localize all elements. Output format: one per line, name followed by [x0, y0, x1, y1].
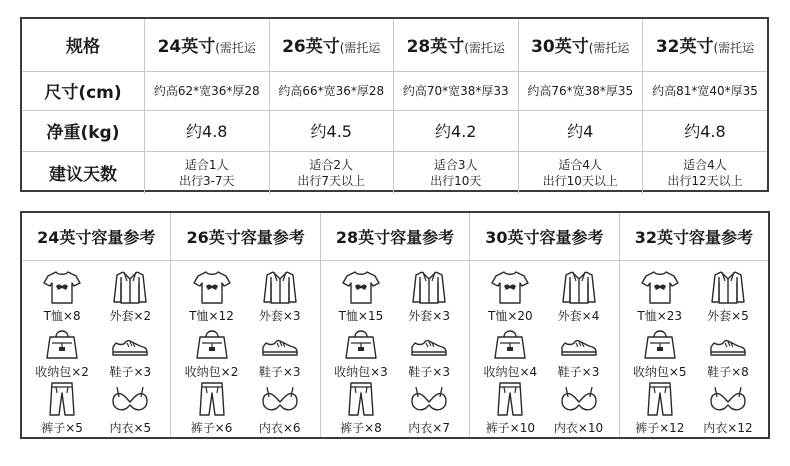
- bag-icon: [640, 325, 680, 361]
- item-count: 鞋子×3: [258, 365, 301, 379]
- weight-cell: 约4.5: [269, 110, 394, 151]
- item-pants: [476, 381, 544, 437]
- item-jacket: [694, 269, 762, 325]
- duration-text: 出行12天以上: [667, 173, 743, 188]
- item-shoes: [694, 325, 762, 381]
- spec-col-header: [518, 19, 643, 71]
- checkin-note: (需托运: [339, 41, 381, 56]
- dimensions-cell: 约高66*宽36*厚28: [269, 71, 394, 110]
- checkin-note: (需托运: [464, 41, 505, 56]
- item-count: 鞋子×3: [109, 365, 152, 379]
- days-cell: [394, 151, 519, 194]
- item-shoes: [544, 325, 612, 381]
- days-cell: [518, 151, 643, 194]
- item-tshirt: [626, 269, 694, 325]
- bag-icon: [490, 325, 530, 361]
- shoes-icon: [409, 325, 449, 361]
- item-shoes: [395, 325, 463, 381]
- jacket-icon: [708, 269, 748, 305]
- item-jacket: [96, 269, 164, 325]
- item-count: 裤子×6: [190, 421, 233, 435]
- item-count: T恤×23: [637, 309, 683, 323]
- item-count: 收纳包×4: [483, 365, 538, 379]
- weight-cell: 约4.8: [145, 110, 270, 151]
- item-count: 收纳包×3: [334, 365, 388, 379]
- pants-icon: [490, 381, 530, 417]
- item-shoes: [96, 325, 164, 381]
- item-pants: [626, 381, 694, 437]
- item-jacket: [246, 269, 314, 325]
- checkin-note: (需托运: [215, 41, 256, 56]
- size-name: 24英寸: [157, 37, 216, 58]
- item-bag: [177, 325, 245, 381]
- item-count: 外套×4: [557, 309, 600, 323]
- item-count: 裤子×8: [340, 421, 382, 435]
- tshirt-icon: [42, 269, 82, 305]
- item-pants: [28, 381, 96, 437]
- size-name: 32英寸: [655, 37, 714, 58]
- pants-icon: [42, 381, 82, 417]
- item-count: 内衣×7: [408, 421, 450, 435]
- item-bag: [476, 325, 544, 381]
- spec-table: [20, 17, 769, 192]
- item-count: T恤×20: [487, 309, 533, 323]
- tshirt-icon: [341, 269, 381, 305]
- capacity-items: [620, 261, 768, 437]
- persons-text: 适合2人: [309, 157, 354, 172]
- item-tshirt: [28, 269, 96, 325]
- item-jacket: [395, 269, 463, 325]
- item-count: 收纳包×5: [632, 365, 687, 379]
- tshirt-icon: [192, 269, 232, 305]
- jacket-icon: [110, 269, 150, 305]
- underwear-icon: [708, 381, 748, 417]
- spec-col-header: [269, 19, 394, 71]
- underwear-icon: [260, 381, 300, 417]
- spec-header-row: [22, 19, 767, 71]
- capacity-title: 28英寸容量参考: [321, 213, 469, 261]
- weight-cell: 约4.2: [394, 110, 519, 151]
- jacket-icon: [559, 269, 599, 305]
- underwear-icon: [409, 381, 449, 417]
- item-tshirt: [177, 269, 245, 325]
- spec-col-header: [145, 19, 270, 71]
- row-label-size: 尺寸(cm): [22, 71, 145, 110]
- persons-text: 适合4人: [558, 157, 603, 172]
- tshirt-icon: [490, 269, 530, 305]
- underwear-icon: [110, 381, 150, 417]
- weight-cell: 约4.8: [643, 110, 768, 151]
- item-pants: [327, 381, 395, 437]
- capacity-title: 26英寸容量参考: [171, 213, 319, 261]
- spec-col-header: [643, 19, 768, 71]
- size-name: 30英寸: [531, 37, 589, 58]
- shoes-icon: [110, 325, 150, 361]
- size-name: 28英寸: [406, 37, 465, 58]
- duration-text: 出行10天: [430, 173, 482, 188]
- capacity-items: [22, 261, 170, 437]
- pants-icon: [640, 381, 680, 417]
- item-shoes: [246, 325, 314, 381]
- spec-col-header: [394, 19, 519, 71]
- persons-text: 适合4人: [683, 157, 727, 172]
- row-label-spec: 规格: [22, 19, 145, 71]
- item-underwear: [544, 381, 612, 437]
- days-cell: [269, 151, 394, 194]
- days-cell: [643, 151, 768, 194]
- capacity-title: 30英寸容量参考: [470, 213, 618, 261]
- row-label-weight: 净重(kg): [22, 110, 145, 151]
- item-count: 内衣×10: [553, 421, 604, 435]
- item-count: 内衣×5: [109, 421, 152, 435]
- persons-text: 适合1人: [184, 157, 229, 172]
- item-count: 外套×3: [408, 309, 450, 323]
- capacity-column: [171, 213, 320, 437]
- capacity-column: [470, 213, 619, 437]
- item-count: 裤子×12: [635, 421, 685, 435]
- spec-size-row: [22, 71, 767, 110]
- jacket-icon: [409, 269, 449, 305]
- checkin-note: (需托运: [588, 41, 630, 56]
- item-count: 外套×3: [258, 309, 301, 323]
- item-bag: [28, 325, 96, 381]
- underwear-icon: [559, 381, 599, 417]
- pants-icon: [341, 381, 381, 417]
- item-jacket: [544, 269, 612, 325]
- dimensions-cell: 约高76*宽38*厚35: [518, 71, 643, 110]
- bag-icon: [341, 325, 381, 361]
- spec-days-row: [22, 151, 767, 194]
- dimensions-cell: 约高70*宽38*厚33: [394, 71, 519, 110]
- item-underwear: [96, 381, 164, 437]
- item-bag: [327, 325, 395, 381]
- item-count: 鞋子×3: [408, 365, 450, 379]
- pants-icon: [192, 381, 232, 417]
- capacity-title: 24英寸容量参考: [22, 213, 170, 261]
- row-label-days: 建议天数: [22, 151, 145, 194]
- spec-weight-row: [22, 110, 767, 151]
- item-underwear: [694, 381, 762, 437]
- shoes-icon: [559, 325, 599, 361]
- capacity-column: [321, 213, 470, 437]
- capacity-reference-panel: [20, 211, 770, 439]
- dimensions-cell: 约高62*宽36*厚28: [145, 71, 270, 110]
- bag-icon: [42, 325, 82, 361]
- capacity-items: [470, 261, 618, 437]
- item-underwear: [246, 381, 314, 437]
- item-count: T恤×8: [43, 309, 81, 323]
- item-count: T恤×12: [189, 309, 234, 323]
- item-pants: [177, 381, 245, 437]
- jacket-icon: [260, 269, 300, 305]
- item-count: 鞋子×8: [707, 365, 749, 379]
- tshirt-icon: [640, 269, 680, 305]
- item-count: 内衣×12: [703, 421, 753, 435]
- capacity-column: [620, 213, 768, 437]
- days-cell: [145, 151, 270, 194]
- duration-text: 出行7天以上: [297, 173, 366, 188]
- duration-text: 出行3-7天: [178, 173, 235, 188]
- item-count: T恤×15: [338, 309, 384, 323]
- item-count: 内衣×6: [258, 421, 301, 435]
- capacity-items: [321, 261, 469, 437]
- size-name: 26英寸: [282, 37, 340, 58]
- capacity-items: [171, 261, 319, 437]
- shoes-icon: [708, 325, 748, 361]
- item-count: 裤子×5: [41, 421, 83, 435]
- item-count: 收纳包×2: [35, 365, 89, 379]
- capacity-column: [22, 213, 171, 437]
- item-tshirt: [476, 269, 544, 325]
- item-count: 外套×5: [707, 309, 749, 323]
- checkin-note: (需托运: [713, 41, 755, 56]
- duration-text: 出行10天以上: [542, 173, 618, 188]
- item-count: 裤子×10: [485, 421, 535, 435]
- bag-icon: [192, 325, 232, 361]
- weight-cell: 约4: [518, 110, 643, 151]
- item-underwear: [395, 381, 463, 437]
- item-count: 鞋子×3: [557, 365, 600, 379]
- item-count: 收纳包×2: [184, 365, 239, 379]
- item-bag: [626, 325, 694, 381]
- item-tshirt: [327, 269, 395, 325]
- item-count: 外套×2: [109, 309, 152, 323]
- capacity-title: 32英寸容量参考: [620, 213, 768, 261]
- persons-text: 适合3人: [433, 157, 478, 172]
- dimensions-cell: 约高81*宽40*厚35: [643, 71, 768, 110]
- shoes-icon: [260, 325, 300, 361]
